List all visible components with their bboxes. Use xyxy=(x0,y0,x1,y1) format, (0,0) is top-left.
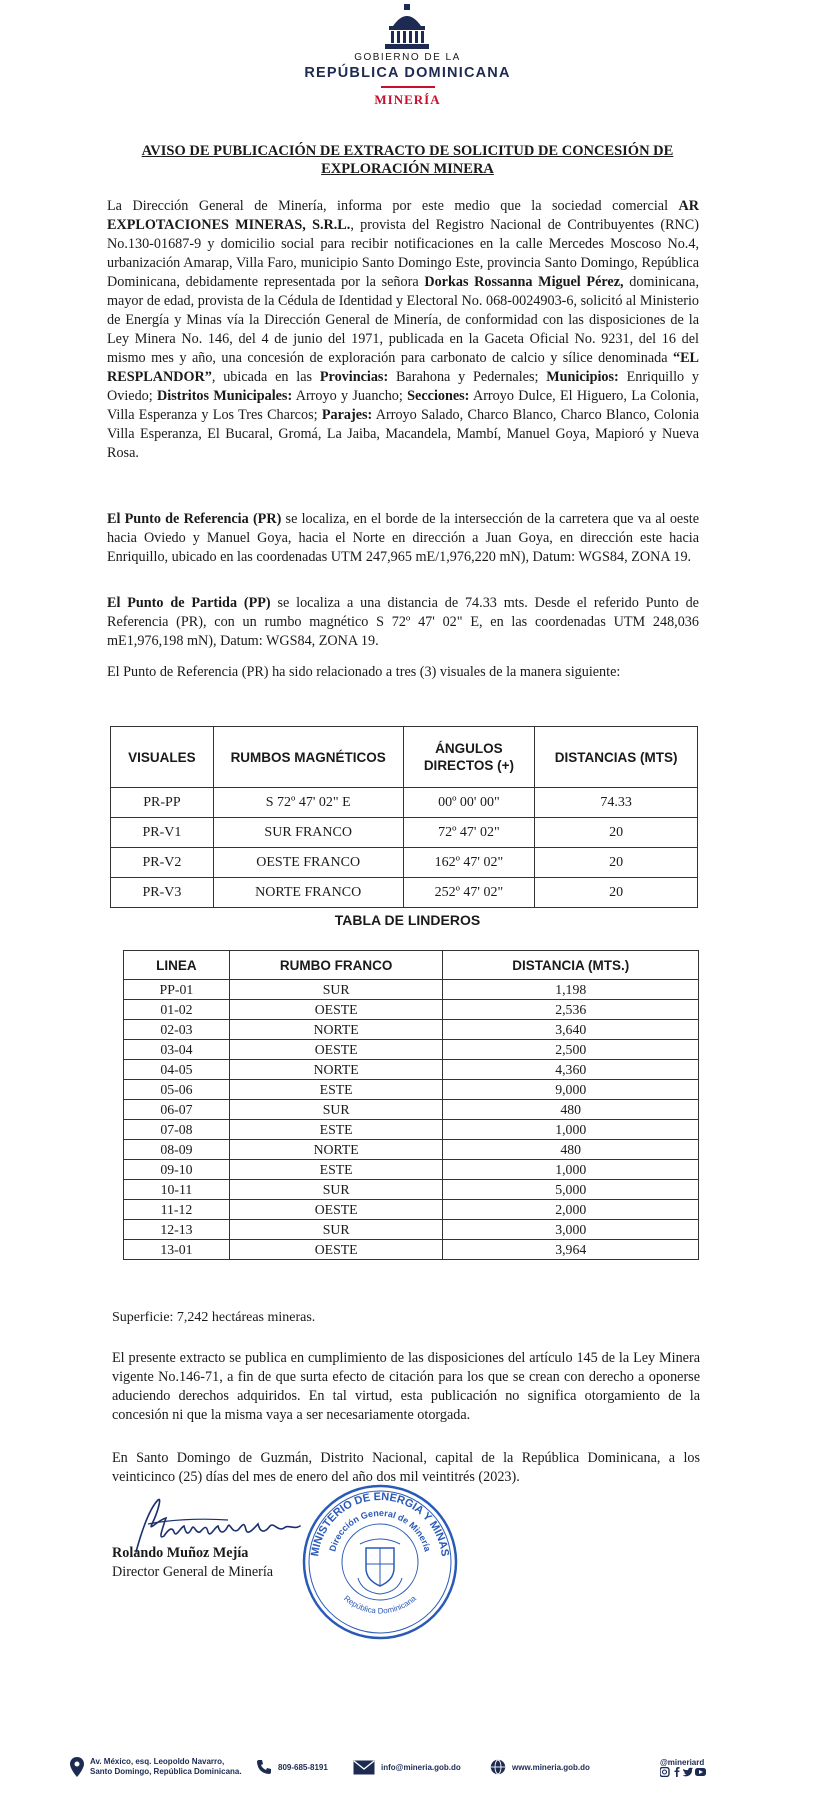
email-link[interactable]: info@mineria.gob.do xyxy=(381,1762,461,1772)
table-cell: 5,000 xyxy=(443,1180,699,1200)
table-cell: NORTE xyxy=(229,1020,443,1040)
address-line: Santo Domingo, República Dominicana. xyxy=(90,1767,242,1776)
signer-title: Director General de Minería xyxy=(112,1564,274,1580)
table-row xyxy=(124,1040,699,1060)
svg-text:República Dominicana: República Dominicana xyxy=(342,1593,418,1616)
table-cell: 20 xyxy=(535,848,698,878)
divider xyxy=(381,86,435,88)
mail-icon xyxy=(353,1760,375,1775)
table-cell: ESTE xyxy=(229,1120,443,1140)
column-header: ÁNGULOS DIRECTOS (+) xyxy=(403,727,535,788)
table-row xyxy=(124,1200,699,1220)
table-cell: SUR xyxy=(229,1100,443,1120)
table-cell: 10-11 xyxy=(124,1180,230,1200)
visuals-intro: El Punto de Referencia (PR) ha sido relacionado a tres (3) visuales de la manera siguiente: xyxy=(107,664,621,680)
boundaries-table-title: TABLA DE LINDEROS xyxy=(334,912,481,928)
table-cell: 20 xyxy=(535,878,698,908)
table-cell: NORTE xyxy=(229,1140,443,1160)
table-cell: OESTE xyxy=(229,1040,443,1060)
table-cell: 9,000 xyxy=(443,1080,699,1100)
footer-social xyxy=(660,1752,712,1782)
table-cell: 03-04 xyxy=(124,1040,230,1060)
national-palace-logo xyxy=(379,4,435,50)
phone-number[interactable]: 809-685-8191 xyxy=(278,1762,328,1772)
table-cell: OESTE xyxy=(229,1240,443,1260)
table-row xyxy=(124,1000,699,1020)
table-cell: PR-V1 xyxy=(111,818,214,848)
table-cell: SUR xyxy=(229,980,443,1000)
table-cell: 2,500 xyxy=(443,1040,699,1060)
date-place-paragraph: En Santo Domingo de Guzmán, Distrito Nacional, capital de la República Dominicana, a los veinticinco (25) días del mes de enero del año dos mil veintitrés (2023). xyxy=(112,1450,700,1485)
globe-icon xyxy=(490,1759,506,1775)
table-row xyxy=(124,1220,699,1240)
table-cell: 07-08 xyxy=(124,1120,230,1140)
footer-phone xyxy=(256,1752,328,1782)
letterhead xyxy=(0,0,815,120)
legal-notice-paragraph: El presente extracto se publica en cumplimiento de las disposiciones del artículo 145 de la Ley Minera vigente No.146-71, a fin de que surta efecto de citación para los que se crean con derecho a oponerse aduciendo derechos adquiridos. En tal virtud, esta publicación no significa otorgamiento de la concesión ni que la misma vaya a ser necesariamente otorgada. xyxy=(112,1350,700,1423)
table-cell: 480 xyxy=(443,1140,699,1160)
table-cell: 3,964 xyxy=(443,1240,699,1260)
table-cell: 08-09 xyxy=(124,1140,230,1160)
table-cell: 00º 00' 00" xyxy=(403,788,535,818)
table-cell: PP-01 xyxy=(124,980,230,1000)
table-cell: 72º 47' 02" xyxy=(403,818,535,848)
table-cell: SUR xyxy=(229,1220,443,1240)
table-cell: 3,640 xyxy=(443,1020,699,1040)
table-cell: 13-01 xyxy=(124,1240,230,1260)
table-row xyxy=(124,1160,699,1180)
instagram-icon[interactable] xyxy=(660,1767,669,1776)
ministry-name: MINERÍA xyxy=(374,92,441,107)
footer xyxy=(70,1752,750,1782)
table-cell: 02-03 xyxy=(124,1020,230,1040)
table-cell: 1,000 xyxy=(443,1120,699,1140)
svg-text:MINISTERIO DE ENERGÍA Y MINAS: MINISTERIO DE ENERGÍA Y MINAS xyxy=(309,1490,451,1558)
table-cell: NORTE xyxy=(229,1060,443,1080)
table-row xyxy=(124,1180,699,1200)
table-cell: PR-PP xyxy=(111,788,214,818)
table-cell: 74.33 xyxy=(535,788,698,818)
starting-point-paragraph: El Punto de Partida (PP) se localiza a una distancia de 74.33 mts. Desde el referido Punto de Referencia (PR), con un rumbo magnético S 72º 47' 02" E, en las coordenadas UTM 248,036 mE1,976,198 mN), Datum: WGS84, ZONA 19. xyxy=(107,595,699,649)
table-cell: PR-V2 xyxy=(111,848,214,878)
table-row xyxy=(111,818,698,848)
country-name: REPÚBLICA DOMINICANA xyxy=(304,65,511,81)
table-row xyxy=(124,1080,699,1100)
column-header: RUMBOS MAGNÉTICOS xyxy=(213,727,403,788)
column-header: VISUALES xyxy=(111,727,214,788)
official-seal xyxy=(300,1482,460,1642)
table-row xyxy=(111,848,698,878)
table-row xyxy=(124,1120,699,1140)
table-cell: NORTE FRANCO xyxy=(213,878,403,908)
address-line: Av. México, esq. Leopoldo Navarro, xyxy=(90,1757,225,1766)
table-cell: 09-10 xyxy=(124,1160,230,1180)
table-cell: 04-05 xyxy=(124,1060,230,1080)
website-link[interactable]: www.mineria.gob.do xyxy=(512,1762,590,1772)
table-row xyxy=(111,788,698,818)
table-row xyxy=(124,980,699,1000)
footer-address xyxy=(70,1752,242,1782)
table-cell: 2,000 xyxy=(443,1200,699,1220)
table-cell: 1,198 xyxy=(443,980,699,1000)
location-pin-icon xyxy=(70,1757,84,1777)
table-cell: 06-07 xyxy=(124,1100,230,1120)
table-cell: OESTE FRANCO xyxy=(213,848,403,878)
table-row xyxy=(124,1140,699,1160)
column-header: DISTANCIA (MTS.) xyxy=(443,951,699,980)
table-cell: 20 xyxy=(535,818,698,848)
footer-website xyxy=(490,1752,590,1782)
reference-point-paragraph: El Punto de Referencia (PR) se localiza, en el borde de la intersección de la carretera que va al oeste hacia Oviedo y Manuel Goya, hacia el Norte en dirección a Juan Goya, en dirección este hacia Enriquillo, ubicado en las coordenadas UTM 247,965 mE/1,976,220 mN), Datum: WGS84, ZONA 19. xyxy=(107,511,699,565)
social-icons xyxy=(660,1767,706,1777)
table-cell: SUR xyxy=(229,1180,443,1200)
column-header: RUMBO FRANCO xyxy=(229,951,443,980)
twitter-icon[interactable] xyxy=(683,1767,694,1776)
table-cell: OESTE xyxy=(229,1200,443,1220)
intro-paragraph: La Dirección General de Minería, informa por este medio que la sociedad comercial AR EXPLOTACIONES MINERAS, S.R.L., provista del Registro Nacional de Contribuyentes (RNC) No.130-01687-9 y domicilio social para recibir notificaciones en la calle Mercedes Moscoso No.4, urbanización Amarap, Villa Faro, municipio Santo Domingo Este, provincia Santo Domingo, República Dominicana, debidamente representada por la señora Dorkas Rossanna Miguel Pérez, dominicana, mayor de edad, provista de la Cédula de Identidad y Electoral No. 068-0024903-6, solicitó al Ministerio de Energía y Minas vía la Dirección General de Minería, de conformidad con las disposiciones de la Ley Minera No. 146, del 4 de junio del 1971, publicada en la Gaceta Oficial No. 9231, del 16 del mismo mes y año, una concesión de exploración para carbonato de calcio y sílice denominada “EL RESPLANDOR”, ubicada en las Provincias: Barahona y Pedernales; Municipios: Enriquillo y Oviedo; Distritos Municipales: Arroyo y Juancho; Secciones: Arroyo Dulce, El Higuero, La Colonia, Villa Esperanza y Los Tres Charcos; Parajes: Arroyo Salado, Charco Blanco, Charco Blanco, Colonia Villa Esperanza, El Bucaral, Gromá, La Jaiba, Macandela, Mambí, Manuel Goya, Mapioró y Nueva Rosa. xyxy=(107,198,699,461)
table-row xyxy=(124,1060,699,1080)
document-title: AVISO DE PUBLICACIÓN DE EXTRACTO DE SOLICITUD DE CONCESIÓN DE EXPLORACIÓN MINERA xyxy=(141,143,674,177)
table-cell: 252º 47' 02" xyxy=(403,878,535,908)
visuals-table xyxy=(110,726,698,908)
table-cell: ESTE xyxy=(229,1160,443,1180)
table-cell: 05-06 xyxy=(124,1080,230,1100)
government-label: GOBIERNO DE LA xyxy=(354,52,461,63)
table-header-row xyxy=(111,727,698,788)
table-cell: 1,000 xyxy=(443,1160,699,1180)
table-row xyxy=(124,1240,699,1260)
svg-text:Dirección General de Minería: Dirección General de Minería xyxy=(327,1507,433,1553)
table-row xyxy=(124,1100,699,1120)
table-cell: 480 xyxy=(443,1100,699,1120)
table-row xyxy=(111,878,698,908)
table-cell: ESTE xyxy=(229,1080,443,1100)
footer-email xyxy=(353,1752,461,1782)
table-cell: PR-V3 xyxy=(111,878,214,908)
table-cell: 12-13 xyxy=(124,1220,230,1240)
table-cell: SUR FRANCO xyxy=(213,818,403,848)
table-cell: 4,360 xyxy=(443,1060,699,1080)
table-cell: 11-12 xyxy=(124,1200,230,1220)
table-row xyxy=(124,1020,699,1040)
table-cell: S 72º 47' 02" E xyxy=(213,788,403,818)
table-cell: OESTE xyxy=(229,1000,443,1020)
table-cell: 162º 47' 02" xyxy=(403,848,535,878)
facebook-icon[interactable] xyxy=(675,1767,680,1777)
boundaries-table xyxy=(123,950,699,1260)
table-cell: 2,536 xyxy=(443,1000,699,1020)
social-handle[interactable]: @mineriard xyxy=(660,1757,705,1767)
table-cell: 01-02 xyxy=(124,1000,230,1020)
signer-name: Rolando Muñoz Mejía xyxy=(112,1545,249,1561)
table-header-row xyxy=(124,951,699,980)
column-header: DISTANCIAS (MTS) xyxy=(535,727,698,788)
column-header: LINEA xyxy=(124,951,230,980)
surface-area: Superficie: 7,242 hectáreas mineras. xyxy=(112,1310,316,1325)
phone-icon xyxy=(256,1759,272,1775)
table-cell: 3,000 xyxy=(443,1220,699,1240)
